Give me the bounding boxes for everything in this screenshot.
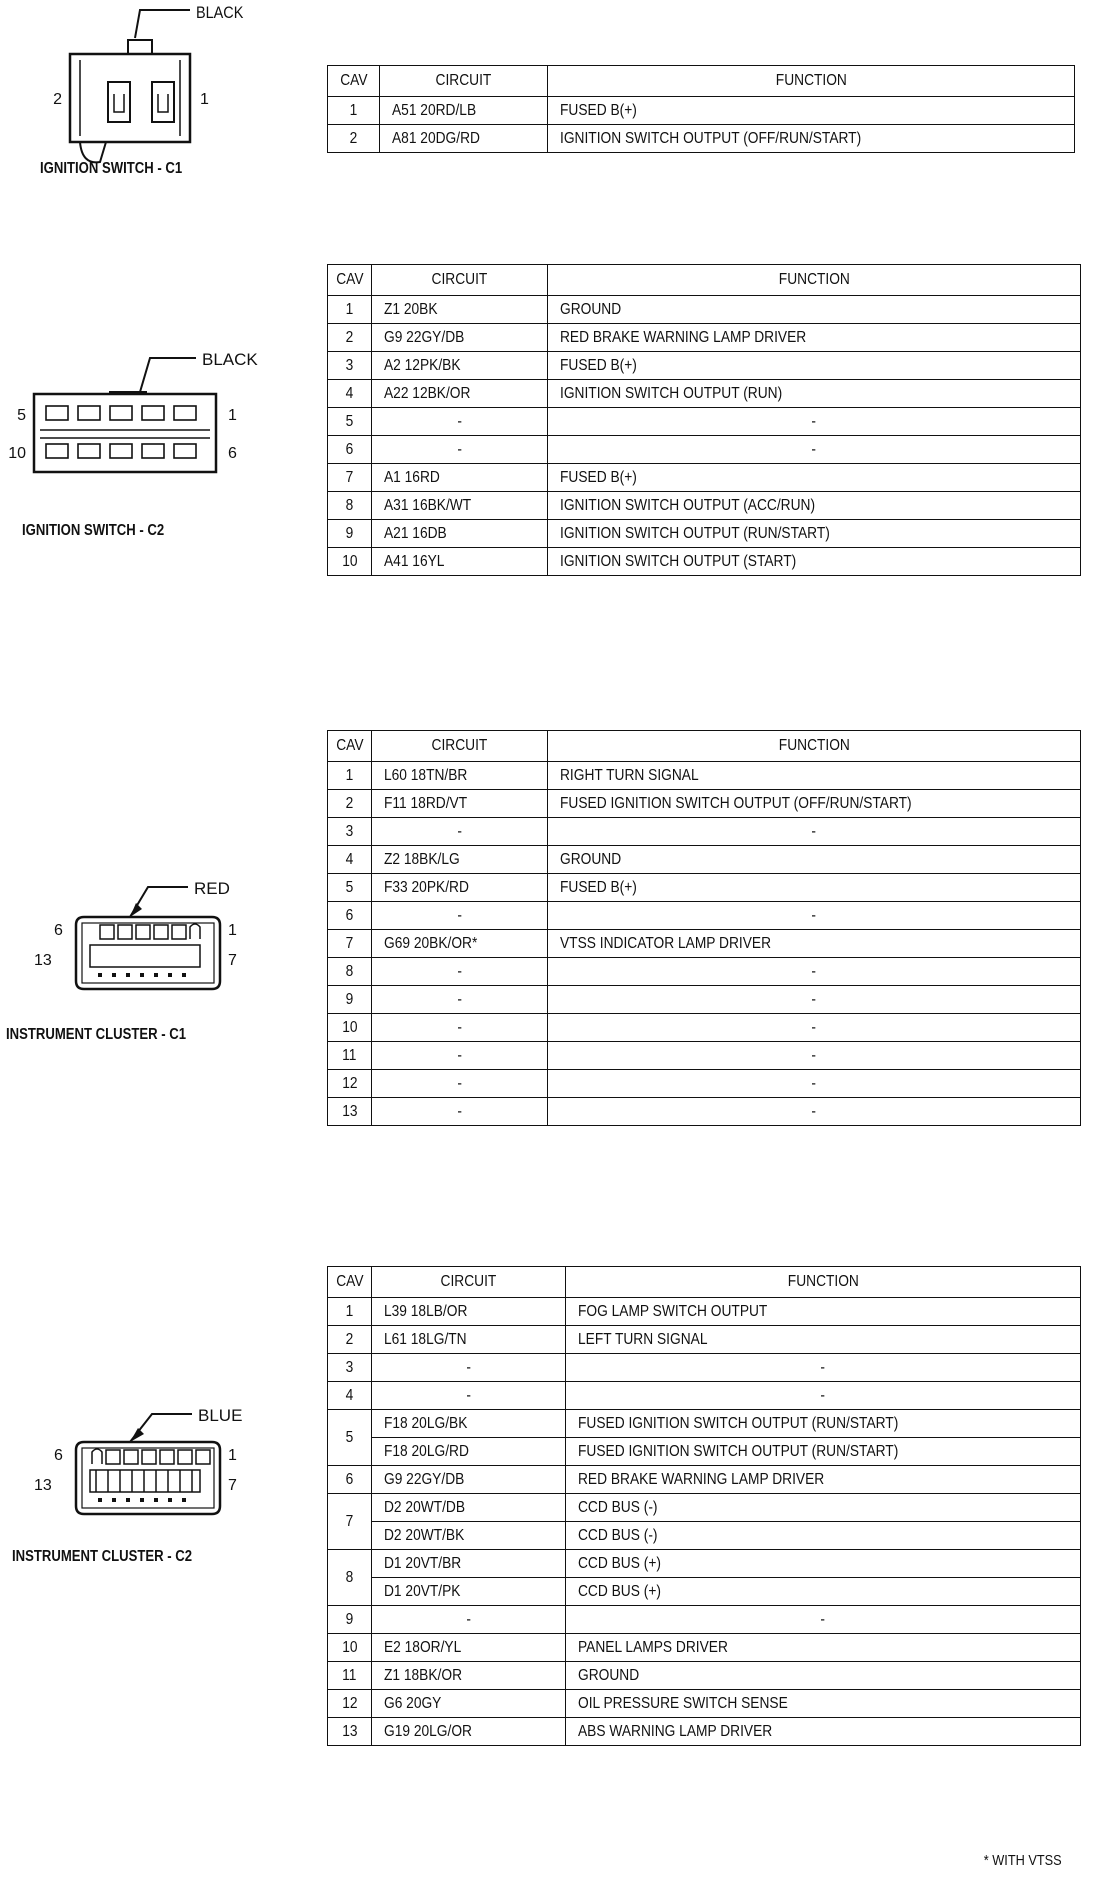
function-cell: OIL PRESSURE SWITCH SENSE bbox=[566, 1690, 1081, 1718]
circuit-cell: - bbox=[372, 818, 548, 846]
connector-color-label: BLACK bbox=[202, 350, 258, 369]
cav-cell: 4 bbox=[328, 1382, 372, 1410]
function-cell: VTSS INDICATOR LAMP DRIVER bbox=[548, 930, 1081, 958]
table-row bbox=[328, 1466, 1081, 1494]
function-cell: - bbox=[548, 436, 1081, 464]
cav-cell: 12 bbox=[328, 1690, 372, 1718]
table-row bbox=[328, 790, 1081, 818]
table-row bbox=[328, 352, 1081, 380]
table-row bbox=[328, 986, 1081, 1014]
table-row bbox=[328, 1494, 1081, 1522]
connector-caption: INSTRUMENT CLUSTER - C2 bbox=[12, 1548, 193, 1565]
connector-diagram-instrument-cluster-c1 bbox=[20, 865, 280, 1015]
circuit-cell: A41 16YL bbox=[372, 548, 548, 576]
function-cell: CCD BUS (-) bbox=[566, 1494, 1081, 1522]
function-cell: RED BRAKE WARNING LAMP DRIVER bbox=[566, 1466, 1081, 1494]
circuit-cell: A31 16BK/WT bbox=[372, 492, 548, 520]
circuit-cell: - bbox=[372, 1070, 548, 1098]
circuit-cell: F33 20PK/RD bbox=[372, 874, 548, 902]
cav-cell: 3 bbox=[328, 818, 372, 846]
function-cell: - bbox=[548, 1014, 1081, 1042]
circuit-cell: - bbox=[372, 408, 548, 436]
circuit-cell: L39 18LB/OR bbox=[372, 1298, 566, 1326]
cav-cell: 1 bbox=[328, 1298, 372, 1326]
function-cell: FUSED B(+) bbox=[548, 352, 1081, 380]
function-cell: LEFT TURN SIGNAL bbox=[566, 1326, 1081, 1354]
cav-cell: 7 bbox=[328, 464, 372, 492]
circuit-cell: G9 22GY/DB bbox=[372, 324, 548, 352]
circuit-cell: A1 16RD bbox=[372, 464, 548, 492]
cav-cell: 11 bbox=[328, 1662, 372, 1690]
function-cell: CCD BUS (-) bbox=[566, 1522, 1081, 1550]
table-row bbox=[328, 1522, 1081, 1550]
table-row: 1 A51 20RD/LB FUSED B(+) bbox=[328, 97, 1075, 125]
table-row bbox=[328, 1606, 1081, 1634]
cav-cell: 8 bbox=[328, 492, 372, 520]
cav-cell: 5 bbox=[328, 1410, 372, 1466]
table-row bbox=[328, 380, 1081, 408]
table-row bbox=[328, 1578, 1081, 1606]
circuit-cell: G19 20LG/OR bbox=[372, 1718, 566, 1746]
cav-cell: 13 bbox=[328, 1098, 372, 1126]
function-cell: FUSED IGNITION SWITCH OUTPUT (OFF/RUN/START) bbox=[548, 790, 1081, 818]
circuit-cell: Z1 20BK bbox=[372, 296, 548, 324]
function-cell: FUSED IGNITION SWITCH OUTPUT (RUN/START) bbox=[566, 1410, 1081, 1438]
circuit-cell: - bbox=[372, 1354, 566, 1382]
circuit-cell: - bbox=[372, 1606, 566, 1634]
function-cell: - bbox=[548, 1098, 1081, 1126]
pinout-table-instrument-cluster-c1 bbox=[327, 730, 1081, 1126]
function-cell: IGNITION SWITCH OUTPUT (ACC/RUN) bbox=[548, 492, 1081, 520]
function-cell: IGNITION SWITCH OUTPUT (RUN/START) bbox=[548, 520, 1081, 548]
table-row bbox=[328, 1662, 1081, 1690]
table-row bbox=[328, 296, 1081, 324]
function-cell: CCD BUS (+) bbox=[566, 1578, 1081, 1606]
pinout-table-instrument-cluster-c2 bbox=[327, 1266, 1081, 1746]
function-cell: - bbox=[548, 902, 1081, 930]
circuit-cell: G69 20BK/OR* bbox=[372, 930, 548, 958]
function-cell: IGNITION SWITCH OUTPUT (RUN) bbox=[548, 380, 1081, 408]
circuit-cell: - bbox=[372, 902, 548, 930]
circuit-cell: Z1 18BK/OR bbox=[372, 1662, 566, 1690]
table-header-row: CAV CIRCUIT FUNCTION bbox=[328, 1267, 1081, 1298]
circuit-cell: G6 20GY bbox=[372, 1690, 566, 1718]
header-cav: CAV bbox=[328, 66, 380, 97]
pin-number-bottom-right: 7 bbox=[228, 952, 237, 969]
connector-diagram-instrument-cluster-c2 bbox=[20, 1390, 280, 1540]
circuit-cell: - bbox=[372, 1382, 566, 1410]
table-row bbox=[328, 846, 1081, 874]
table-row bbox=[328, 492, 1081, 520]
connector-diagram-ignition-switch-c2 bbox=[0, 330, 280, 500]
pinout-table-ignition-switch-c1 bbox=[327, 65, 1075, 153]
pin-number-right: 1 bbox=[200, 91, 209, 108]
cav-cell: 5 bbox=[328, 408, 372, 436]
table-row bbox=[328, 1550, 1081, 1578]
cav-cell: 9 bbox=[328, 1606, 372, 1634]
function-cell: - bbox=[566, 1354, 1081, 1382]
function-cell: RIGHT TURN SIGNAL bbox=[548, 762, 1081, 790]
table-row bbox=[328, 1098, 1081, 1126]
table-row bbox=[328, 958, 1081, 986]
function-cell: - bbox=[548, 986, 1081, 1014]
circuit-cell: A22 12BK/OR bbox=[372, 380, 548, 408]
function-cell: - bbox=[548, 1042, 1081, 1070]
cav-cell: 10 bbox=[328, 548, 372, 576]
function-cell: RED BRAKE WARNING LAMP DRIVER bbox=[548, 324, 1081, 352]
cav-cell: 11 bbox=[328, 1042, 372, 1070]
function-cell: - bbox=[548, 408, 1081, 436]
function-cell: - bbox=[548, 958, 1081, 986]
table-row bbox=[328, 1298, 1081, 1326]
table-row bbox=[328, 1718, 1081, 1746]
cav-cell: 1 bbox=[328, 296, 372, 324]
cav-cell: 2 bbox=[328, 790, 372, 818]
cav-cell: 6 bbox=[328, 1466, 372, 1494]
table-row bbox=[328, 902, 1081, 930]
table-row bbox=[328, 1326, 1081, 1354]
cav-cell: 2 bbox=[328, 1326, 372, 1354]
connector-caption: IGNITION SWITCH - C1 bbox=[40, 160, 183, 177]
table-row bbox=[328, 1014, 1081, 1042]
header-circuit: CIRCUIT bbox=[380, 66, 548, 97]
circuit-cell: L60 18TN/BR bbox=[372, 762, 548, 790]
table-row bbox=[328, 1070, 1081, 1098]
pin-number-top-right: 1 bbox=[228, 1447, 237, 1464]
table-row bbox=[328, 1690, 1081, 1718]
table-row bbox=[328, 818, 1081, 846]
function-cell: - bbox=[548, 1070, 1081, 1098]
table-row bbox=[328, 324, 1081, 352]
pinout-table-ignition-switch-c2 bbox=[327, 264, 1081, 576]
table-row bbox=[328, 1410, 1081, 1438]
cav-cell: 12 bbox=[328, 1070, 372, 1098]
cav-cell: 8 bbox=[328, 1550, 372, 1606]
connector-color-label: BLACK bbox=[196, 3, 244, 23]
table-row bbox=[328, 1042, 1081, 1070]
table-row bbox=[328, 408, 1081, 436]
table-row bbox=[328, 874, 1081, 902]
function-cell: - bbox=[548, 818, 1081, 846]
circuit-cell: F18 20LG/RD bbox=[372, 1438, 566, 1466]
pin-number-bottom-left: 13 bbox=[34, 1477, 52, 1494]
footnote: * WITH VTSS bbox=[984, 1852, 1062, 1869]
connector-color-label: BLUE bbox=[198, 1406, 243, 1425]
table-header-row: CAV CIRCUIT FUNCTION bbox=[328, 265, 1081, 296]
cav-cell: 13 bbox=[328, 1718, 372, 1746]
table-row bbox=[328, 548, 1081, 576]
circuit-cell: E2 18OR/YL bbox=[372, 1634, 566, 1662]
function-cell: ABS WARNING LAMP DRIVER bbox=[566, 1718, 1081, 1746]
cav-cell: 10 bbox=[328, 1634, 372, 1662]
cav-cell: 3 bbox=[328, 352, 372, 380]
pin-number-bottom-left: 13 bbox=[34, 952, 52, 969]
pin-number-top-right: 1 bbox=[228, 922, 237, 939]
function-cell: IGNITION SWITCH OUTPUT (START) bbox=[548, 548, 1081, 576]
function-cell: - bbox=[566, 1382, 1081, 1410]
table-row bbox=[328, 1354, 1081, 1382]
cav-cell: 5 bbox=[328, 874, 372, 902]
circuit-cell: - bbox=[372, 1098, 548, 1126]
cav-cell: 6 bbox=[328, 436, 372, 464]
cav-cell: 4 bbox=[328, 380, 372, 408]
cav-cell: 4 bbox=[328, 846, 372, 874]
table-row bbox=[328, 930, 1081, 958]
circuit-cell: - bbox=[372, 1042, 548, 1070]
circuit-cell: L61 18LG/TN bbox=[372, 1326, 566, 1354]
circuit-cell: D1 20VT/PK bbox=[372, 1578, 566, 1606]
table-row bbox=[328, 520, 1081, 548]
circuit-cell: Z2 18BK/LG bbox=[372, 846, 548, 874]
connector-caption: INSTRUMENT CLUSTER - C1 bbox=[6, 1026, 187, 1043]
function-cell: FUSED B(+) bbox=[548, 464, 1081, 492]
cav-cell: 7 bbox=[328, 930, 372, 958]
pin-number-bottom-right: 7 bbox=[228, 1477, 237, 1494]
table-header-row: CAV CIRCUIT FUNCTION bbox=[328, 731, 1081, 762]
function-cell: GROUND bbox=[548, 296, 1081, 324]
function-cell: PANEL LAMPS DRIVER bbox=[566, 1634, 1081, 1662]
function-cell: GROUND bbox=[548, 846, 1081, 874]
table-row bbox=[328, 1382, 1081, 1410]
cav-cell: 2 bbox=[328, 324, 372, 352]
connector-caption: IGNITION SWITCH - C2 bbox=[22, 522, 165, 539]
circuit-cell: A2 12PK/BK bbox=[372, 352, 548, 380]
table-header-row bbox=[328, 66, 1075, 97]
function-cell: FUSED IGNITION SWITCH OUTPUT (RUN/START) bbox=[566, 1438, 1081, 1466]
pin-number-left: 2 bbox=[53, 91, 62, 108]
circuit-cell: - bbox=[372, 986, 548, 1014]
circuit-cell: G9 22GY/DB bbox=[372, 1466, 566, 1494]
circuit-cell: D2 20WT/BK bbox=[372, 1522, 566, 1550]
circuit-cell: D1 20VT/BR bbox=[372, 1550, 566, 1578]
pin-number-bottom-right: 6 bbox=[228, 445, 237, 462]
cav-cell: 3 bbox=[328, 1354, 372, 1382]
pin-number-top-right: 1 bbox=[228, 407, 237, 424]
table-row bbox=[328, 436, 1081, 464]
circuit-cell: D2 20WT/DB bbox=[372, 1494, 566, 1522]
table-row: 2 A81 20DG/RD IGNITION SWITCH OUTPUT (OFF/RUN/START) bbox=[328, 125, 1075, 153]
function-cell: FUSED B(+) bbox=[548, 874, 1081, 902]
table-row bbox=[328, 1634, 1081, 1662]
circuit-cell: - bbox=[372, 436, 548, 464]
function-cell: - bbox=[566, 1606, 1081, 1634]
cav-cell: 6 bbox=[328, 902, 372, 930]
function-cell: CCD BUS (+) bbox=[566, 1550, 1081, 1578]
pin-number-top-left: 6 bbox=[54, 1447, 63, 1464]
circuit-cell: F11 18RD/VT bbox=[372, 790, 548, 818]
circuit-cell: A21 16DB bbox=[372, 520, 548, 548]
cav-cell: 10 bbox=[328, 1014, 372, 1042]
connector-color-label: RED bbox=[194, 879, 230, 898]
table-row bbox=[328, 1438, 1081, 1466]
pin-number-top-left: 5 bbox=[17, 407, 26, 424]
circuit-cell: - bbox=[372, 958, 548, 986]
cav-cell: 1 bbox=[328, 762, 372, 790]
circuit-cell: F18 20LG/BK bbox=[372, 1410, 566, 1438]
circuit-cell: - bbox=[372, 1014, 548, 1042]
header-function: FUNCTION bbox=[548, 66, 1075, 97]
function-cell: GROUND bbox=[566, 1662, 1081, 1690]
cav-cell: 8 bbox=[328, 958, 372, 986]
cav-cell: 9 bbox=[328, 986, 372, 1014]
table-row bbox=[328, 464, 1081, 492]
function-cell: FOG LAMP SWITCH OUTPUT bbox=[566, 1298, 1081, 1326]
cav-cell: 9 bbox=[328, 520, 372, 548]
pin-number-top-left: 6 bbox=[54, 922, 63, 939]
table-row bbox=[328, 762, 1081, 790]
pin-number-bottom-left: 10 bbox=[8, 445, 26, 462]
cav-cell: 7 bbox=[328, 1494, 372, 1550]
